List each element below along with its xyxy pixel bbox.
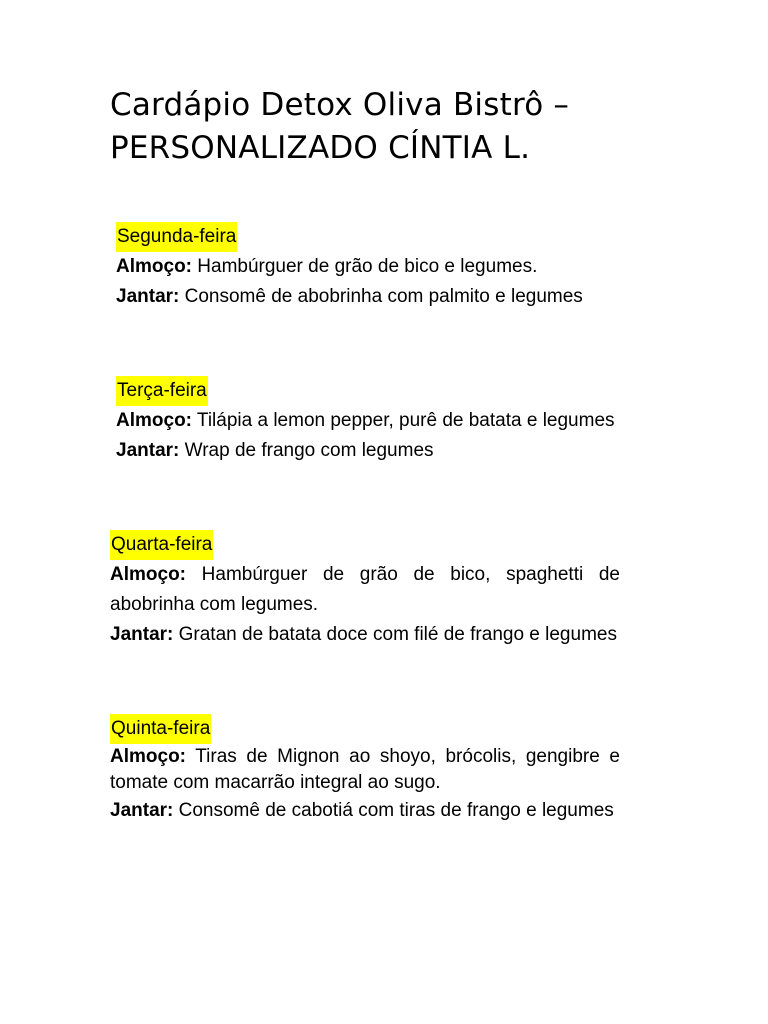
- dinner-line: [110, 796, 620, 826]
- lunch-line: [116, 406, 658, 436]
- day-heading: Terça-feira: [116, 376, 208, 406]
- lunch-text: Hambúrguer de grão de bico, spaghetti de abobrinha com legumes.: [110, 564, 620, 615]
- dinner-label: Jantar:: [116, 440, 180, 461]
- lunch-text: Tilápia a lemon pepper, purê de batata e legumes: [192, 410, 615, 431]
- day-section-quarta: [110, 530, 620, 650]
- day-section-terca: [116, 376, 658, 466]
- dinner-line: [116, 436, 658, 466]
- lunch-label: Almoço:: [110, 746, 186, 767]
- dinner-line: [110, 620, 620, 650]
- lunch-line: [110, 560, 620, 620]
- lunch-line: [110, 744, 620, 796]
- page-title: [110, 84, 730, 170]
- dinner-label: Jantar:: [110, 624, 174, 645]
- lunch-label: Almoço:: [116, 410, 192, 431]
- dinner-label: Jantar:: [116, 286, 180, 307]
- dinner-text: Wrap de frango com legumes: [179, 440, 434, 461]
- day-heading: Quinta-feira: [110, 714, 211, 744]
- day-section-segunda: [116, 222, 620, 312]
- dinner-text: Consomê de cabotiá com tiras de frango e legumes: [173, 800, 614, 821]
- lunch-text: Tiras de Mignon ao shoyo, brócolis, gengibre e tomate com macarrão integral ao sugo.: [110, 746, 620, 793]
- day-heading: Segunda-feira: [116, 222, 237, 252]
- page-title-line-2: PERSONALIZADO CÍNTIA L.: [110, 130, 531, 166]
- lunch-label: Almoço:: [116, 256, 192, 277]
- lunch-line: [116, 252, 620, 282]
- page-title-line-1: Cardápio Detox Oliva Bistrô –: [110, 87, 570, 123]
- lunch-text: Hambúrguer de grão de bico e legumes.: [192, 256, 538, 277]
- lunch-label: Almoço:: [110, 564, 186, 585]
- day-section-quinta: [110, 714, 620, 826]
- dinner-line: [116, 282, 620, 312]
- dinner-label: Jantar:: [110, 800, 174, 821]
- dinner-text: Gratan de batata doce com filé de frango e legumes: [173, 624, 617, 645]
- day-heading: Quarta-feira: [110, 530, 213, 560]
- dinner-text: Consomê de abobrinha com palmito e legumes: [179, 286, 583, 307]
